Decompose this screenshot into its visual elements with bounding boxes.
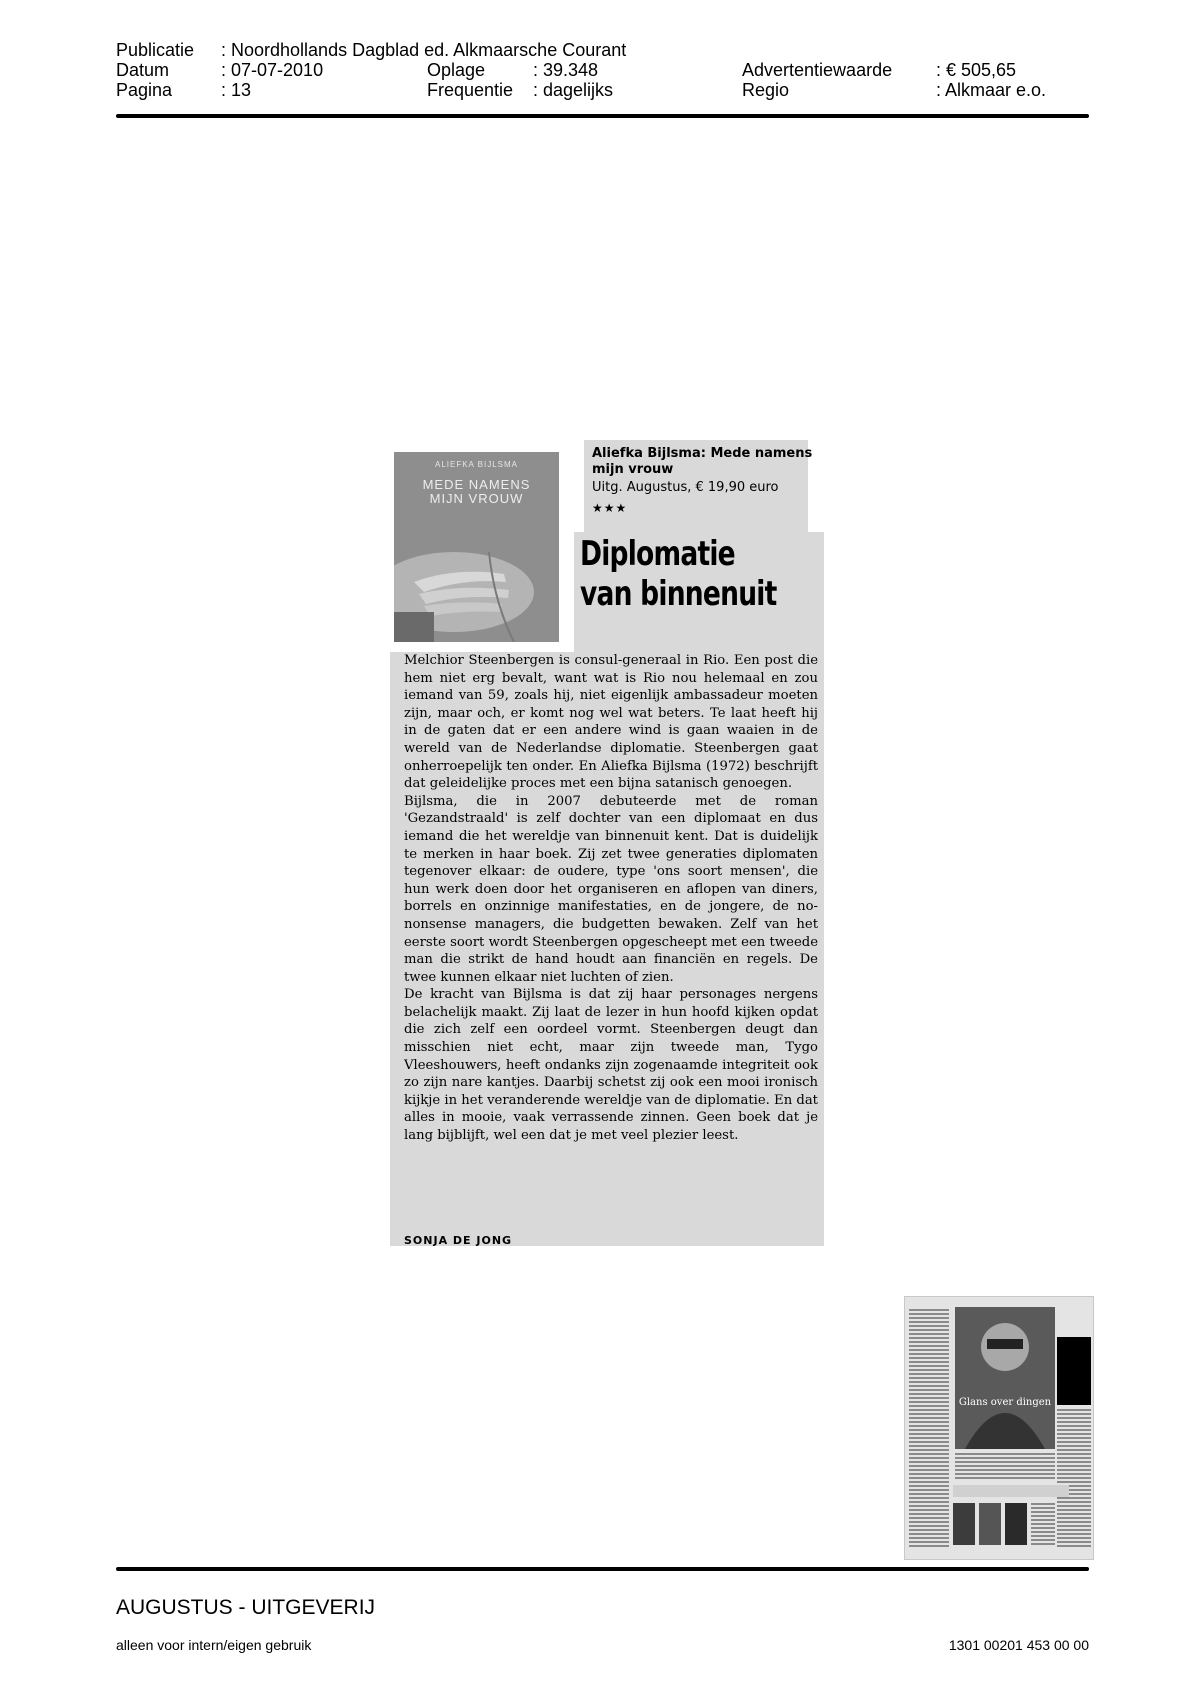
footer-note: alleen voor intern/eigen gebruik xyxy=(116,1637,312,1653)
article-headline xyxy=(580,534,777,614)
book-info-box xyxy=(584,440,813,532)
headline-line-1: Diplomatie xyxy=(580,534,735,574)
cover-title-line-2: MIJN VROUW xyxy=(429,491,524,506)
publicatie-value: : Noordhollands Dagblad ed. Alkmaarsche Courant xyxy=(221,40,627,60)
publicatie-label: Publicatie xyxy=(116,40,195,60)
cover-hand-illustration xyxy=(394,512,559,642)
cover-title xyxy=(394,478,559,506)
thumbnail-black-block xyxy=(1057,1337,1091,1405)
article-paragraph-1: Melchior Steenbergen is consul-generaal in Rio. Een post die hem niet erg bevalt, want wat is Rio nou helemaal en zou iemand van 59, zoals hij, niet eigenlijk ambassadeur moeten zijn, maar och, er komt nog wel wat beters. Te laat heeft hij in de gaten dat er een andere wind is gaan waaien in de wereld van de Nederlandse diplomatie. Steenbergen gaat onherroepelijk ten onder. En Aliefka Bijlsma (1972) beschrijft dat geleidelijke proces met een bijna satanisch genoegen. xyxy=(404,653,818,792)
page-thumbnail xyxy=(904,1296,1094,1560)
thumbnail-subheading xyxy=(953,1485,1069,1497)
frequentie-label: Frequentie xyxy=(427,80,514,100)
cover-title-line-1: MEDE NAMENS xyxy=(422,477,531,492)
newspaper-clipping xyxy=(390,440,824,1246)
advertentiewaarde-label: Advertentiewaarde xyxy=(742,60,893,80)
oplage-label: Oplage xyxy=(427,60,486,80)
regio-label: Regio xyxy=(742,80,790,100)
cover-author: ALIEFKA BIJLSMA xyxy=(434,460,519,469)
article-paragraph-2: Bijlsma, die in 2007 debuteerde met de roman 'Gezandstraald' is zelf dochter van een diplomaat en dus iemand die het wereldje van binnenuit kent. Dat is duidelijk te merken in haar boek. Zij zet twee generaties diplomaten tegenover elkaar: de oudere, type 'ons soort mensen', die hun werk doen door het organiseren en aflopen van diners, borrels en onzinnige manifestaties, en de jongere, de no-nonsense managers, die budgetten bewaken. Zelf van het eerste soort wordt Steenbergen opgescheept met een tweede man die strikt de hand houdt aan financiën en regels. De twee kunnen elkaar niet luchten of zien. xyxy=(404,793,818,985)
thumbnail-photo xyxy=(955,1307,1055,1449)
footer-title: AUGUSTUS - UITGEVERIJ xyxy=(116,1596,376,1619)
book-publisher-price: Uitg. Augustus, € 19,90 euro xyxy=(592,480,779,495)
article-body-box xyxy=(390,652,824,1246)
header-divider xyxy=(116,114,1089,118)
datum-value: : 07-07-2010 xyxy=(221,60,324,80)
article-byline: SONJA DE JONG xyxy=(404,1234,513,1247)
thumbnail-caption: Glans over dingen xyxy=(958,1397,1052,1408)
frequentie-value: : dagelijks xyxy=(533,80,614,100)
oplage-value: : 39.348 xyxy=(533,60,599,80)
article-paragraph-3: De kracht van Bijlsma is dat zij haar personages nergens belachelijk maakt. Zij laat de lezer in hun hoofd kijken opdat die zich zelf een oordeel vormt. Steenbergen deugt dan misschien niet echt, maar zijn tweede man, Tygo Vleeshouwers, heeft ondanks zijn zogenaamde integriteit ook zo zijn nare kantjes. Daarbij schetst zij ook een mooi ironisch kijkje in het veranderende wereldje van de diplomatie. En dat alles in mooie, vaak verrassende zinnen. Geen boek dat je lang bijblijft, wel een dat je met veel plezier leest. xyxy=(404,987,818,1144)
book-title-line-1: Aliefka Bijlsma: Mede namens xyxy=(592,446,813,461)
pagina-label: Pagina xyxy=(116,80,173,100)
article-text xyxy=(404,652,818,1145)
headline-line-2: van binnenuit xyxy=(580,574,777,614)
datum-label: Datum xyxy=(116,60,170,80)
regio-value: : Alkmaar e.o. xyxy=(936,80,1047,100)
footer-divider xyxy=(116,1567,1089,1571)
pagina-value: : 13 xyxy=(221,80,252,100)
headline-box xyxy=(574,532,824,652)
book-title-line-2: mijn vrouw xyxy=(592,462,674,477)
book-cover-image xyxy=(394,452,559,642)
rating-stars: ★★★ xyxy=(592,501,628,515)
advertentiewaarde-value: : € 505,65 xyxy=(936,60,1017,80)
footer-code: 1301 00201 453 00 00 xyxy=(948,1637,1089,1653)
